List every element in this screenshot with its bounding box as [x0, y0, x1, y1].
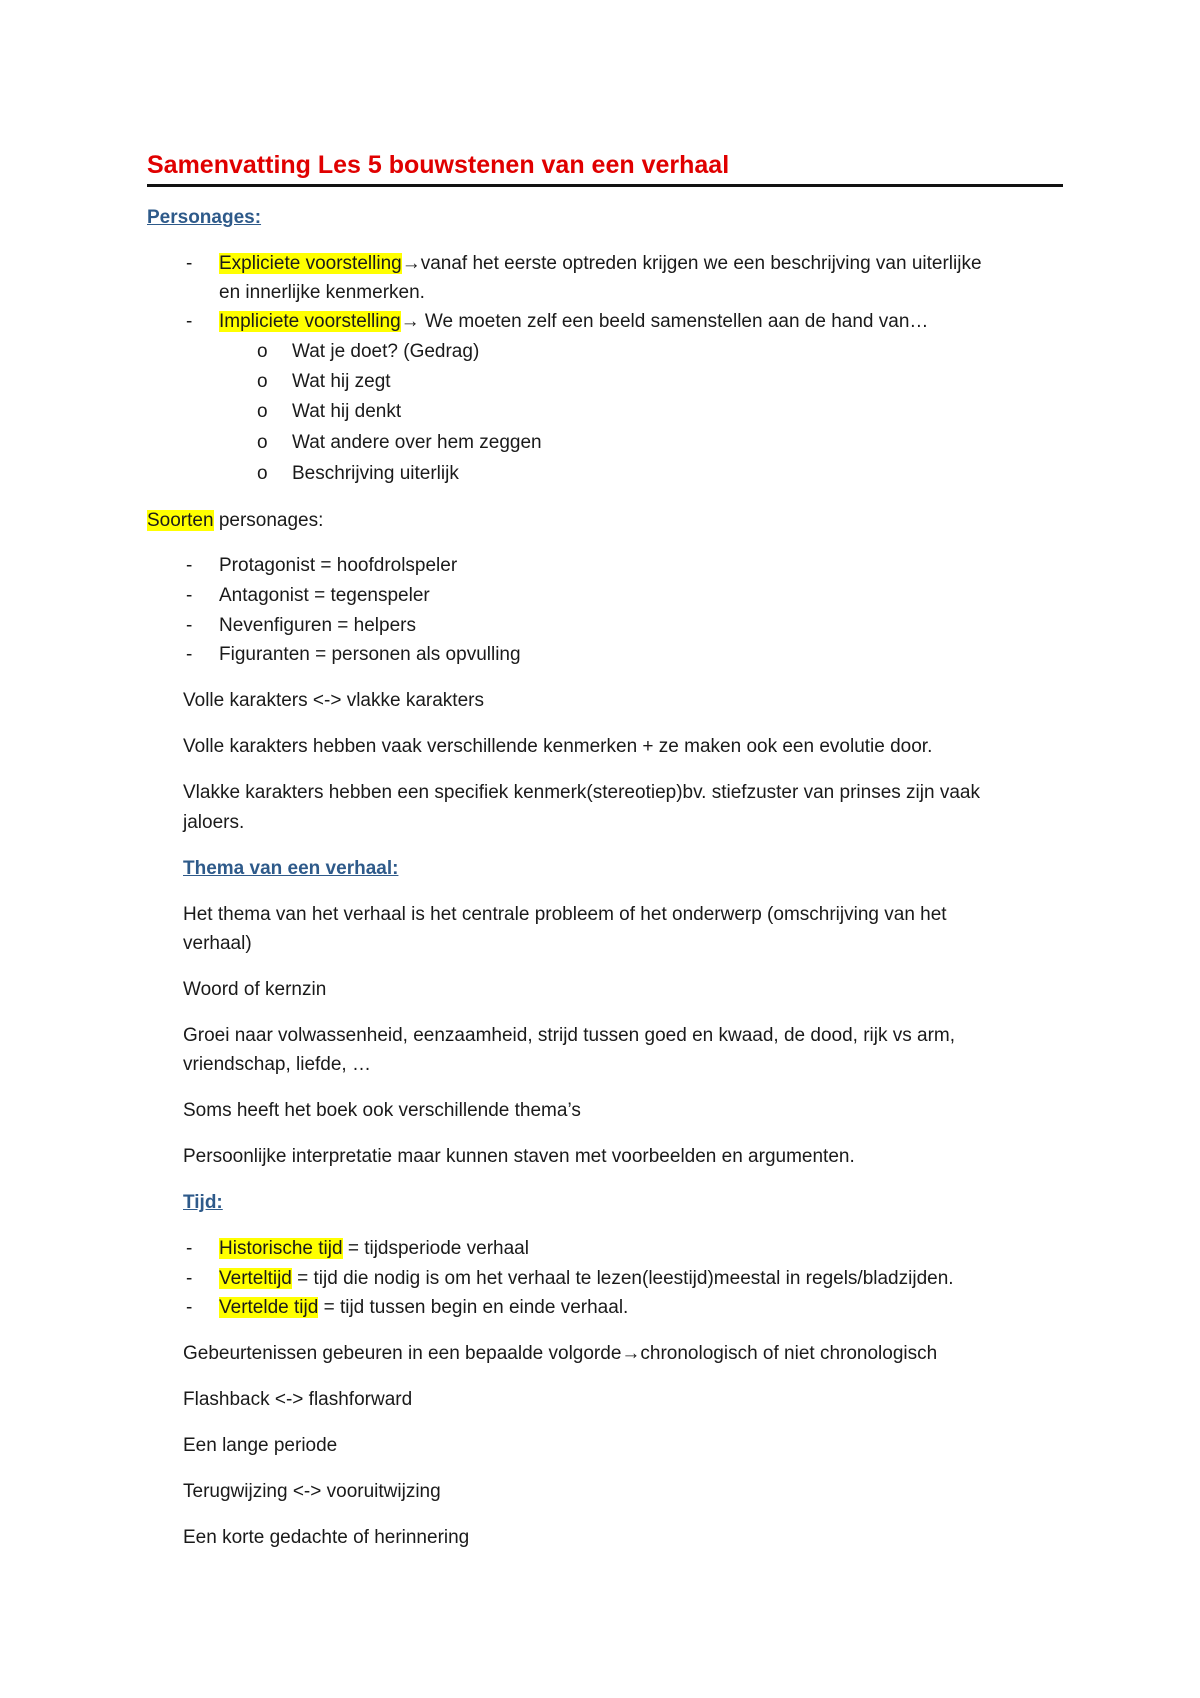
dash-bullet: - — [186, 1238, 193, 1259]
dash-bullet: - — [186, 253, 193, 274]
paragraph: Flashback <-> flashforward — [183, 1389, 413, 1410]
paragraph: Vlakke karakters hebben een specifiek kenmerk(stereotiep)bv. stiefzuster van prinses zijn vaak — [183, 782, 980, 803]
highlight: Historische tijd — [219, 1238, 343, 1259]
list-item — [219, 1234, 529, 1263]
dash-bullet: - — [186, 615, 193, 636]
paragraph: Soms heeft het boek ook verschillende thema’s — [183, 1100, 581, 1121]
sub-list-item: Wat hij zegt — [292, 371, 391, 392]
paragraph-continuation: verhaal) — [183, 933, 252, 954]
arrow-glyph: → — [400, 311, 420, 332]
o-bullet: o — [257, 432, 268, 453]
list-item — [219, 249, 982, 278]
sub-list-item: Beschrijving uiterlijk — [292, 463, 459, 484]
dash-bullet: - — [186, 311, 193, 332]
paragraph: Een korte gedachte of herinnering — [183, 1527, 470, 1548]
paragraph: Groei naar volwassenheid, eenzaamheid, strijd tussen goed en kwaad, de dood, rijk vs arm, — [183, 1025, 956, 1046]
document-title: Samenvatting Les 5 bouwstenen van een verhaal — [147, 150, 1063, 187]
arrow-glyph: → — [401, 253, 421, 274]
list-item — [219, 1293, 628, 1322]
highlight: Verteltijd — [219, 1268, 292, 1289]
item-text: = tijdsperiode verhaal — [342, 1238, 529, 1259]
highlight: Vertelde tijd — [219, 1297, 319, 1318]
list-item — [219, 1264, 954, 1293]
item-text: vanaf het eerste optreden krijgen we een beschrijving van uiterlijke — [420, 253, 982, 274]
paragraph-continuation: jaloers. — [183, 812, 245, 833]
paragraph: Volle karakters hebben vaak verschillende kenmerken + ze maken ook een evolutie door. — [183, 736, 933, 757]
list-item: Antagonist = tegenspeler — [219, 585, 430, 606]
item-text: We moeten zelf een beeld samenstellen aan de hand van… — [419, 311, 929, 332]
highlight: Impliciete voorstelling — [219, 311, 401, 332]
dash-bullet: - — [186, 644, 193, 665]
heading-text: personages: — [213, 510, 324, 531]
section-heading-tijd: Tijd: — [183, 1192, 223, 1213]
paragraph: Gebeurtenissen gebeuren in een bepaalde volgorde→chronologisch of niet chronologisch — [183, 1343, 938, 1364]
paragraph: Een lange periode — [183, 1435, 338, 1456]
dash-bullet: - — [186, 555, 193, 576]
o-bullet: o — [257, 401, 268, 422]
sub-list-item: Wat andere over hem zeggen — [292, 432, 542, 453]
highlight: Soorten — [147, 510, 214, 531]
paragraph: Woord of kernzin — [183, 979, 327, 1000]
o-bullet: o — [257, 341, 268, 362]
section-heading-personages: Personages: — [147, 207, 262, 228]
dash-bullet: - — [186, 1297, 193, 1318]
item-text: = tijd tussen begin en einde verhaal. — [318, 1297, 629, 1318]
list-item-continuation: en innerlijke kenmerken. — [219, 282, 425, 303]
paragraph: Terugwijzing <-> vooruitwijzing — [183, 1481, 441, 1502]
o-bullet: o — [257, 371, 268, 392]
dash-bullet: - — [186, 585, 193, 606]
dash-bullet: - — [186, 1268, 193, 1289]
list-item: Nevenfiguren = helpers — [219, 615, 416, 636]
list-item: Figuranten = personen als opvulling — [219, 644, 521, 665]
paragraph-continuation: vriendschap, liefde, … — [183, 1054, 371, 1075]
highlight: Expliciete voorstelling — [219, 253, 402, 274]
soorten-heading — [147, 506, 323, 535]
section-heading-thema: Thema van een verhaal: — [183, 858, 399, 879]
sub-list-item: Wat hij denkt — [292, 401, 402, 422]
sub-list-item: Wat je doet? (Gedrag) — [292, 341, 480, 362]
o-bullet: o — [257, 463, 268, 484]
list-item: Protagonist = hoofdrolspeler — [219, 555, 458, 576]
paragraph: Persoonlijke interpretatie maar kunnen staven met voorbeelden en argumenten. — [183, 1146, 855, 1167]
item-text: = tijd die nodig is om het verhaal te lezen(leestijd)meestal in regels/bladzijden. — [291, 1268, 954, 1289]
paragraph: Het thema van het verhaal is het centrale probleem of het onderwerp (omschrijving van het — [183, 904, 947, 925]
list-item — [219, 307, 928, 336]
paragraph: Volle karakters <-> vlakke karakters — [183, 690, 484, 711]
